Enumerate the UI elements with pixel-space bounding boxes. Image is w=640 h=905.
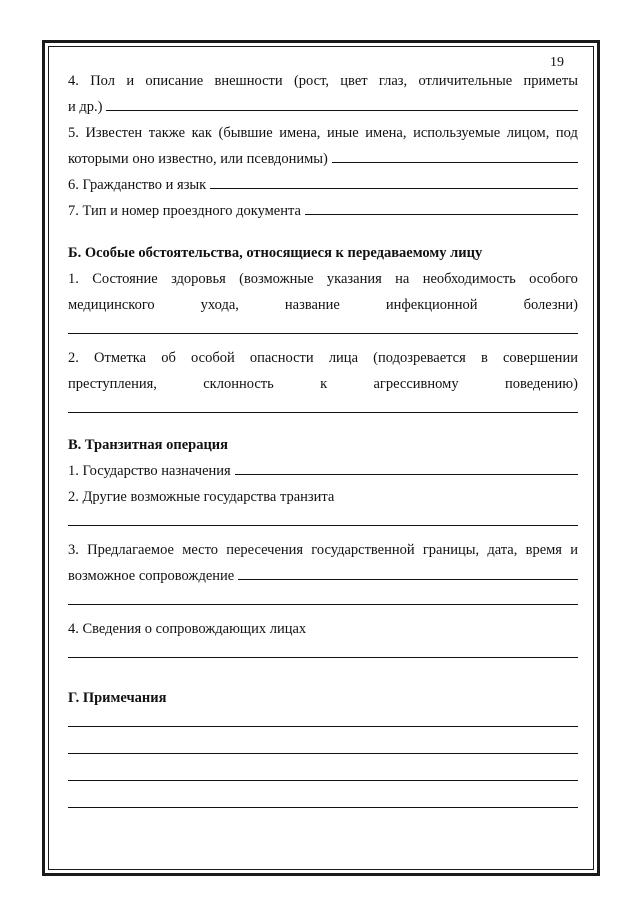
word: цвет [340, 73, 368, 89]
item-4-line-2 [68, 94, 578, 120]
word: глаз, [378, 73, 408, 89]
word: Предлагаемое [87, 542, 174, 558]
aliases-field[interactable] [332, 147, 578, 163]
word: отличительные [418, 73, 513, 89]
item-6 [68, 172, 578, 198]
word: иные [327, 125, 359, 141]
item-5-line-2 [68, 146, 578, 172]
word: 4. [68, 73, 79, 89]
word: время [525, 542, 562, 558]
danger-mark-field[interactable] [68, 397, 578, 413]
word: и [570, 542, 578, 558]
item-4-label-end: и др.) [68, 99, 103, 115]
word: совершении [502, 350, 578, 366]
word: также [148, 125, 186, 141]
v4 [68, 616, 578, 642]
health-status-field[interactable] [68, 318, 578, 334]
notes-line[interactable] [68, 792, 578, 808]
word: под [555, 125, 578, 141]
word: описание [145, 73, 204, 89]
word: границы, [422, 542, 480, 558]
word: здоровья [171, 271, 226, 287]
word: 1. [68, 271, 79, 287]
word: имена, [365, 125, 407, 141]
b1-line-1 [68, 266, 578, 292]
word: (бывшие [218, 125, 273, 141]
travel-document-field[interactable] [305, 199, 578, 215]
v1 [68, 458, 578, 484]
word: используемые [413, 125, 501, 141]
notes-line[interactable] [68, 765, 578, 781]
word: лицом, [506, 125, 550, 141]
notes-line[interactable] [68, 711, 578, 727]
appearance-field[interactable] [106, 95, 578, 111]
word: к [320, 376, 328, 392]
destination-state-field[interactable] [235, 459, 578, 475]
word: болезни) [523, 297, 578, 313]
item-7 [68, 198, 578, 224]
word: название [284, 297, 340, 313]
word: Известен [85, 125, 143, 141]
border-crossing-field[interactable] [68, 589, 578, 605]
notes-line[interactable] [68, 738, 578, 754]
word: преступления, [68, 376, 157, 392]
v3-line-1 [68, 537, 578, 563]
word: внешности [214, 73, 283, 89]
item-7-label: 7. Тип и номер проездного документа [68, 203, 301, 219]
word: (возможные [239, 271, 314, 287]
word: Состояние [92, 271, 158, 287]
word: имена, [279, 125, 321, 141]
b1-line-2 [68, 292, 578, 318]
v1-label: 1. Государство назначения [68, 463, 231, 479]
word: дата, [487, 542, 518, 558]
word: склонность [203, 376, 274, 392]
word: (рост, [293, 73, 329, 89]
word: как [191, 125, 212, 141]
citizenship-language-field[interactable] [210, 173, 578, 189]
word: место [182, 542, 218, 558]
word: опасности [249, 350, 314, 366]
word: государственной [311, 542, 415, 558]
item-5-line-1 [68, 120, 578, 146]
v2 [68, 484, 578, 510]
word: лица [328, 350, 359, 366]
page-number: 19 [550, 55, 564, 70]
word: Отметка [94, 350, 147, 366]
section-b-title: Б. Особые обстоятельства, относящиеся к передаваемому лицу [68, 245, 483, 261]
word: агрессивному [373, 376, 459, 392]
word: необходимость [422, 271, 516, 287]
word: пересечения [226, 542, 304, 558]
escort-persons-field[interactable] [68, 642, 578, 658]
word: особой [191, 350, 235, 366]
form-content [68, 68, 578, 819]
word: Пол [90, 73, 115, 89]
word: 5. [68, 125, 79, 141]
item-5-label-end: которыми оно известно, или псевдонимы) [68, 151, 328, 167]
item-4-line-1 [68, 68, 578, 94]
word: инфекционной [385, 297, 478, 313]
word: 3. [68, 542, 79, 558]
v4-label: 4. Сведения о сопровождающих лицах [68, 621, 307, 637]
escort-field[interactable] [238, 564, 578, 580]
v3-line-2 [68, 563, 578, 589]
word: и [126, 73, 135, 89]
b2-line-2 [68, 371, 578, 397]
word: медицинского [68, 297, 155, 313]
word: 2. [68, 350, 79, 366]
v3-label-end: возможное сопровождение [68, 568, 235, 584]
transit-states-field[interactable] [68, 510, 578, 526]
item-6-label: 6. Гражданство и язык [68, 177, 207, 193]
word: на [395, 271, 410, 287]
word: (подозревается [373, 350, 466, 366]
word: поведению) [504, 376, 578, 392]
word: приметы [523, 73, 578, 89]
b2-line-1 [68, 345, 578, 371]
word: особого [529, 271, 578, 287]
section-g-title: Г. Примечания [68, 690, 167, 706]
word: в [480, 350, 488, 366]
word: указания [326, 271, 382, 287]
word: ухода, [200, 297, 239, 313]
section-v-title: В. Транзитная операция [68, 437, 228, 453]
v2-label: 2. Другие возможные государства транзита [68, 489, 335, 505]
word: об [161, 350, 176, 366]
